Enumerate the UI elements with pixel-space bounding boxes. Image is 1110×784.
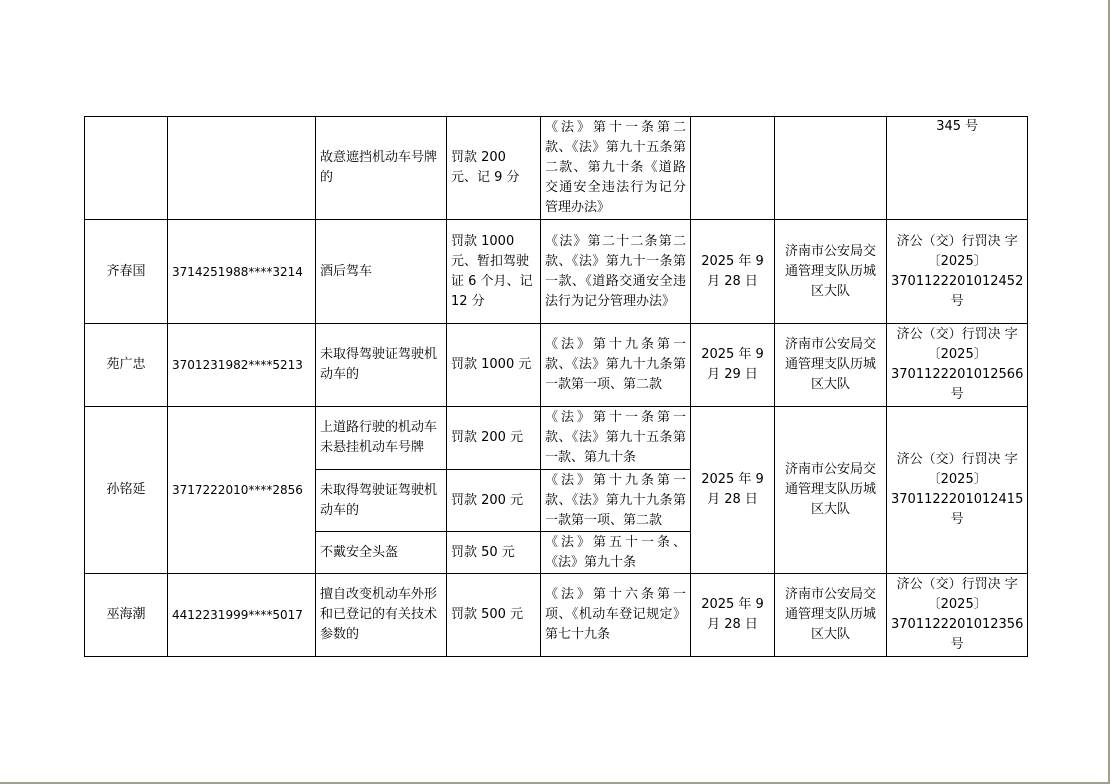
date-cell: 2025 年 9 月 28 日 (691, 407, 775, 574)
table-row (85, 117, 1028, 220)
org-cell (775, 117, 887, 220)
id-cell (168, 117, 316, 220)
table-row (85, 324, 1028, 407)
basis-cell: 《法》第五十一条、《法》第九十条 (541, 532, 691, 574)
date-cell (691, 117, 775, 220)
id-cell: 4412231999****5017 (168, 574, 316, 657)
behavior-cell: 不戴安全头盔 (316, 532, 447, 574)
name-cell: 孙铭延 (85, 407, 168, 574)
table-row (85, 220, 1028, 324)
basis-cell: 《法》第十九条第一款、《法》第九十九条第一款第一项、第二款 (541, 470, 691, 532)
date-cell: 2025 年 9 月 28 日 (691, 220, 775, 324)
doc-number-cell: 济公（交）行罚决 字〔2025〕3701122201012415 号 (887, 407, 1028, 574)
basis-cell: 《法》第十六条第一项、《机动车登记规定》第七十九条 (541, 574, 691, 657)
org-cell: 济南市公安局交通管理支队历城区大队 (775, 574, 887, 657)
penalty-cell: 罚款 200 元、记 9 分 (447, 117, 541, 220)
doc-number-cell: 济公（交）行罚决 字〔2025〕3701122201012566 号 (887, 324, 1028, 407)
penalty-table (84, 116, 1028, 657)
penalty-cell: 罚款 1000 元、暂扣驾驶证 6 个月、记 12 分 (447, 220, 541, 324)
basis-cell: 《法》第十九条第一款、《法》第九十九条第一款第一项、第二款 (541, 324, 691, 407)
behavior-cell: 擅自改变机动车外形和已登记的有关技术参数的 (316, 574, 447, 657)
date-cell: 2025 年 9 月 29 日 (691, 324, 775, 407)
penalty-cell: 罚款 1000 元 (447, 324, 541, 407)
doc-number-cell: 345 号 (887, 117, 1028, 220)
id-cell: 3717222010****2856 (168, 407, 316, 574)
id-cell: 3701231982****5213 (168, 324, 316, 407)
penalty-cell: 罚款 200 元 (447, 407, 541, 470)
behavior-cell: 故意遮挡机动车号牌的 (316, 117, 447, 220)
penalty-cell: 罚款 200 元 (447, 470, 541, 532)
behavior-cell: 未取得驾驶证驾驶机动车的 (316, 324, 447, 407)
org-cell: 济南市公安局交通管理支队历城区大队 (775, 324, 887, 407)
basis-cell: 《法》第十一条第二款、《法》第九十五条第二款、第九十条《道路交通安全违法行为记分管理办法》 (541, 117, 691, 220)
table-row (85, 407, 1028, 470)
org-cell: 济南市公安局交通管理支队历城区大队 (775, 220, 887, 324)
doc-number-cell: 济公（交）行罚决 字〔2025〕3701122201012356 号 (887, 574, 1028, 657)
table-row (85, 574, 1028, 657)
id-cell: 3714251988****3214 (168, 220, 316, 324)
name-cell: 齐春国 (85, 220, 168, 324)
basis-cell: 《法》第十一条第一款、《法》第九十五条第一款、第九十条 (541, 407, 691, 470)
behavior-cell: 酒后驾车 (316, 220, 447, 324)
name-cell: 巫海潮 (85, 574, 168, 657)
basis-cell: 《法》第二十二条第二款、《法》第九十一条第一款、《道路交通安全违法行为记分管理办法》 (541, 220, 691, 324)
org-cell: 济南市公安局交通管理支队历城区大队 (775, 407, 887, 574)
behavior-cell: 未取得驾驶证驾驶机动车的 (316, 470, 447, 532)
behavior-cell: 上道路行驶的机动车未悬挂机动车号牌 (316, 407, 447, 470)
name-cell: 苑广忠 (85, 324, 168, 407)
penalty-cell: 罚款 50 元 (447, 532, 541, 574)
date-cell: 2025 年 9 月 28 日 (691, 574, 775, 657)
penalty-cell: 罚款 500 元 (447, 574, 541, 657)
doc-number-cell: 济公（交）行罚决 字〔2025〕3701122201012452 号 (887, 220, 1028, 324)
name-cell (85, 117, 168, 220)
